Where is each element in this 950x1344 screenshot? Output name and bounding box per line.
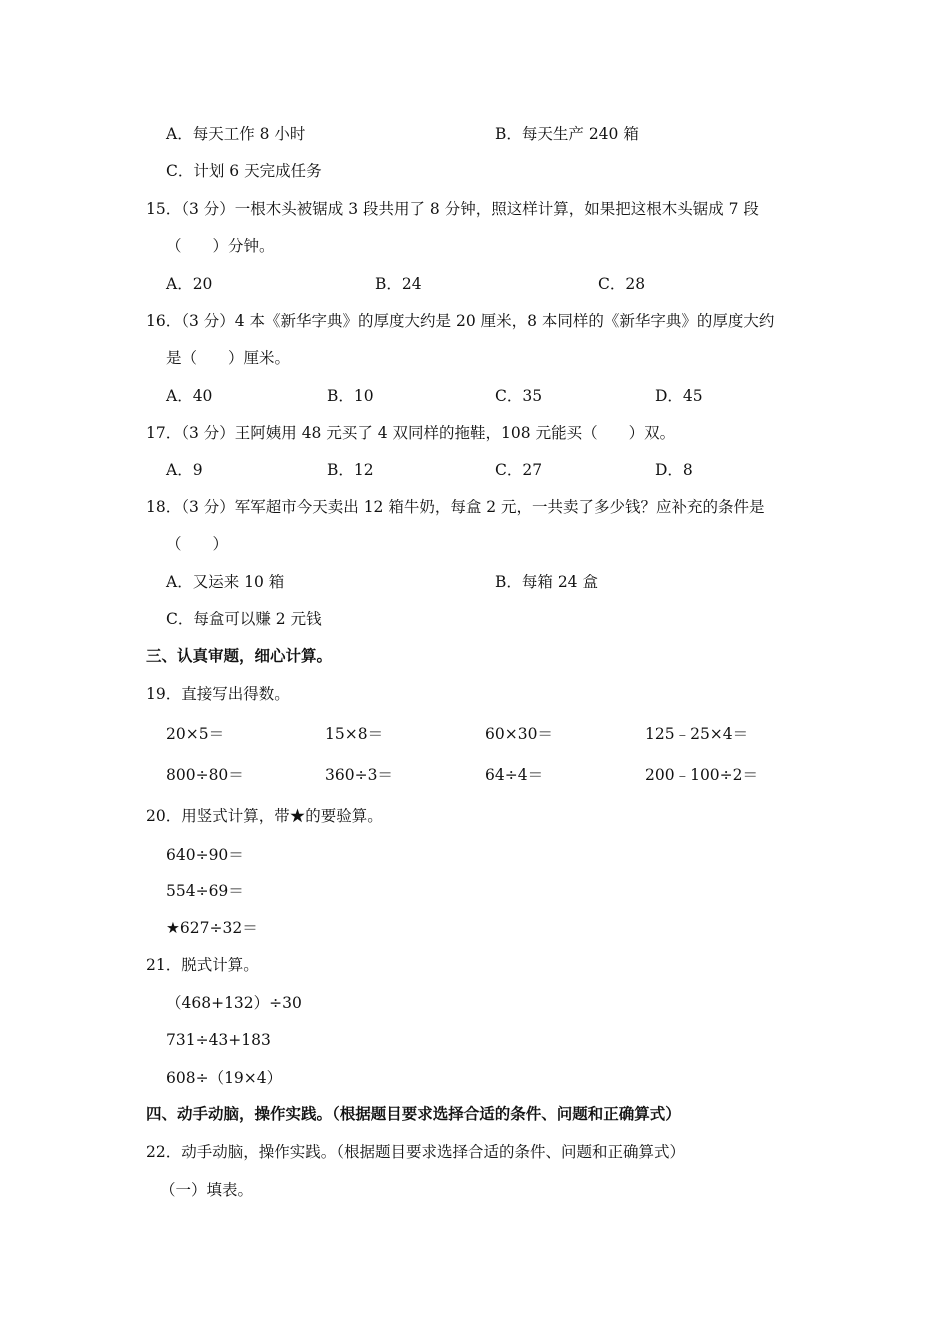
q20-item-3: ★627÷32＝ [166,919,258,937]
q14-option-c: C．计划 6 天完成任务 [166,162,322,180]
q15-option-a: A．20 [166,275,213,293]
q17-option-d: D．8 [655,461,693,479]
q19-r2-c2: 360÷3＝ [325,766,393,784]
q18-stem-line2: （ ） [166,535,229,553]
q19-r1-c4: 125﹣25×4＝ [645,725,749,743]
q15-option-b: B．24 [375,275,422,293]
q16-stem-line2: 是（ ）厘米。 [166,349,291,367]
q19-r1-c2: 15×8＝ [325,725,384,743]
q21-item-2: 731÷43+183 [166,1031,271,1049]
q17-option-a: A．9 [166,461,203,479]
q21-item-3: 608÷（19×4） [166,1069,283,1087]
q20-item-2: 554÷69＝ [166,882,244,900]
q19-r1-c3: 60×30＝ [485,725,553,743]
q14-option-a: A．每天工作 8 小时 [166,125,306,143]
q18-option-c: C．每盒可以赚 2 元钱 [166,610,322,628]
q17-option-b: B．12 [327,461,374,479]
section3-title: 三、认真审题，细心计算。 [146,647,333,665]
q17-stem: 17．（3 分）王阿姨用 48 元买了 4 双同样的拖鞋，108 元能买（ ）双。 [146,424,676,442]
q15-option-c: C．28 [598,275,646,293]
q19-stem: 19．直接写出得数。 [146,685,290,703]
section4-title: 四、动手动脑，操作实践。（根据题目要求选择合适的条件、问题和正确算式） [146,1105,681,1123]
q19-r1-c1: 20×5＝ [166,725,225,743]
q17-option-c: C．27 [495,461,543,479]
q22-stem: 22．动手动脑，操作实践。（根据题目要求选择合适的条件、问题和正确算式） [146,1143,685,1161]
q16-option-b: B．10 [327,387,374,405]
q19-r2-c4: 200﹣100÷2＝ [645,766,759,784]
q22-sub: （一）填表。 [160,1181,254,1199]
q18-option-a: A．又运来 10 箱 [166,573,285,591]
q19-r2-c3: 64÷4＝ [485,766,544,784]
q16-stem-line1: 16．（3 分）4 本《新华字典》的厚度大约是 20 厘米，8 本同样的《新华字典》的厚度大约 [146,312,775,330]
q16-option-d: D．45 [655,387,703,405]
q16-option-c: C．35 [495,387,543,405]
q21-stem: 21．脱式计算。 [146,956,259,974]
q14-option-b: B．每天生产 240 箱 [495,125,639,143]
q18-stem-line1: 18．（3 分）军军超市今天卖出 12 箱牛奶，每盒 2 元，一共卖了多少钱？应补充的条件是 [146,498,765,516]
q15-stem-line2: （ ）分钟。 [166,237,275,255]
q21-item-1: （468+132）÷30 [166,994,302,1012]
q16-option-a: A．40 [166,387,213,405]
q19-r2-c1: 800÷80＝ [166,766,244,784]
q15-stem-line1: 15．（3 分）一根木头被锯成 3 段共用了 8 分钟，照这样计算，如果把这根木头锯成 7 段 [146,200,759,218]
q18-option-b: B．每箱 24 盒 [495,573,598,591]
q20-item-1: 640÷90＝ [166,846,244,864]
q20-stem: 20．用竖式计算，带★的要验算。 [146,807,383,825]
